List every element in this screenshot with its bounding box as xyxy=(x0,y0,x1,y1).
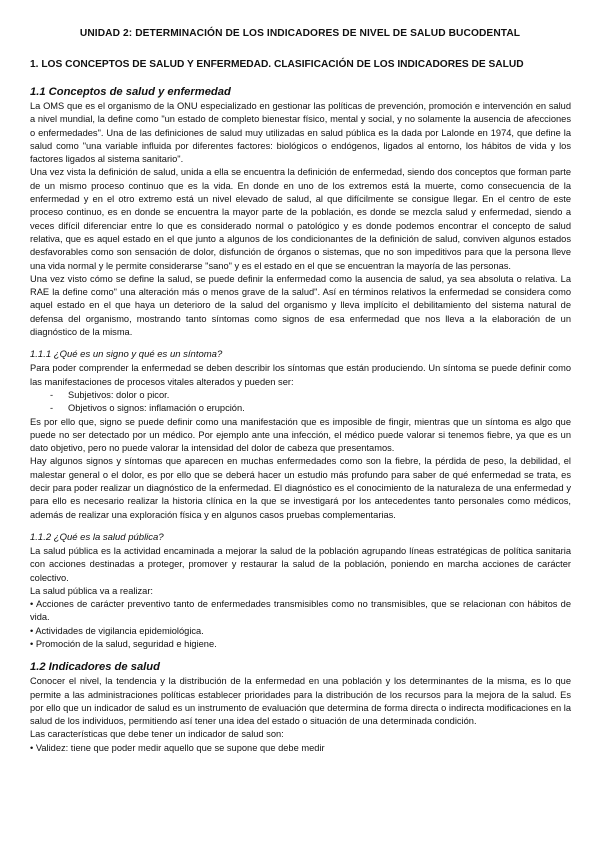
section-1-2-heading: 1.2 Indicadores de salud xyxy=(30,661,160,674)
indicator-characteristics-list xyxy=(30,742,571,755)
paragraph: Para poder comprender la enfermedad se deben describir los síntomas que están produciendo. Un síntoma se puede definir como las manifestaciones de procesos vitales alterados y pueden ser: xyxy=(30,363,571,387)
section-1-heading: 1. LOS CONCEPTOS DE SALUD Y ENFERMEDAD. CLASIFICACIÓN DE LOS INDICADORES DE SALUD xyxy=(30,59,524,70)
section-1-1-1-heading: 1.1.1 ¿Qué es un signo y qué es un síntoma? xyxy=(30,349,223,361)
paragraph: La salud pública va a realizar: xyxy=(30,585,153,596)
paragraph: La OMS que es el organismo de la ONU especializado en gestionar las políticas de prevención, promoción e intervención en salud a nivel mundial, la define como "un estado de completo bienestar físico, mental y social, y no solamente la ausencia de afecciones o enfermedades". Una de las definiciones de salud muy utilizadas en salud pública es la dada por Lalonde en 1974, que define la salud como "una variable influida por diferentes factores: biológicos o endógenos, ligados al entorno, los hábitos de vida y los factores ligados al sistema sanitario". xyxy=(30,101,571,165)
list-item: - Objetivos o signos: inflamación o erupción. xyxy=(50,402,571,415)
list-item: • Actividades de vigilancia epidemiológica. xyxy=(30,625,204,636)
paragraph: Las características que debe tener un indicador de salud son: xyxy=(30,729,284,740)
document-body xyxy=(30,85,571,755)
paragraph: Conocer el nivel, la tendencia y la distribución de la enfermedad en una población y los determinantes de la misma, es lo que permite a las administraciones políticas establecer prioridades para la distribución de los recursos para la mejora de la salud. Es por ello que un indicador de salud es un instrumento de evaluación que determina de forma directa o indirecta modificaciones en la salud de los individuos, permitiendo así tener una idea del estado o situación de una determinada condición. xyxy=(30,676,571,727)
paragraph: La salud pública es la actividad encaminada a mejorar la salud de la población agrupando líneas estratégicas de política sanitaria con acciones destinadas a proteger, promover y restaurar la salud de la población, poniendo en marcha acciones de carácter colectivo. xyxy=(30,545,571,583)
public-health-actions-list xyxy=(30,598,571,651)
list-item: - Subjetivos: dolor o picor. xyxy=(50,389,571,402)
section-1-1-heading: 1.1 Conceptos de salud y enfermedad xyxy=(30,86,231,98)
paragraph: Hay algunos signos y síntomas que aparecen en muchas enfermedades como son la fiebre, la pérdida de peso, la debilidad, el malestar general o el dolor, es por ello que se deberá hacer un estudio más profundo para saber de qué enfermedad se trata, es decir para poder realizar un diagnóstico de la enfermedad. El diagnóstico es el conocimiento de la naturaleza de una enfermedad y para ello es necesario realizar la historia clínica en la que se investigará por los antecedentes tanto personales como médicos, además de realizar una exploración física y en algunos casos pruebas complementarias. xyxy=(30,456,571,520)
list-item: • Validez: tiene que poder medir aquello que se supone que debe medir xyxy=(30,742,325,753)
section-1-1-2-heading: 1.1.2 ¿Qué es la salud pública? xyxy=(30,531,164,543)
list-item: • Promoción de la salud, seguridad e higiene. xyxy=(30,638,217,649)
paragraph: Una vez vista la definición de salud, unida a ella se encuentra la definición de enfermedad, siendo dos conceptos que forman parte de un mismo proceso continuo que es la vida. En donde en uno de los extremos está la muerte, como consecuencia de la enfermedad y en el otro extremo está un nivel elevado de salud, al que difícilmente se consigue llegar. En el centro de este proceso continuo, es en donde se encuentra la mayor parte de la población, es donde se mezcla salud y enfermedad, siendo a veces difícil diferenciar entre lo que es considerado normal o patológico y es donde podemos encontrar el concepto de salud relativa, que es aquel estado en el que junto a algunos de los condicionantes de la definición de salud, conviven algunos estados desfavorables como son sensación de dolor, disfunción de órganos o sistemas, que no son impeditivos para que la persona lleve una vida normal y le permite considerarse "sano" y es el estado en el que se encuentran la mayoría de las personas. xyxy=(30,167,571,271)
symptom-types-list xyxy=(30,389,571,416)
paragraph: Es por ello que, signo se puede definir como una manifestación que es imposible de fingir, mientras que un síntoma es algo que puede no ser detectado por un médico. Por ejemplo ante una infección, el médico puede valorar si tenemos fiebre, ya que es un dato objetivo, pero no puede valorar la intensidad del dolor de cabeza que presentamos. xyxy=(30,416,571,454)
paragraph: Una vez visto cómo se define la salud, se puede definir la enfermedad como la ausencia de salud, ya sea absoluta o relativa. La RAE la define como" una alteración más o menos grave de la salud". Así en términos relativos la enfermedad se considera como aquel estado en el que haya un deterioro de la salud del organismo y lleva implícito el debilitamiento del sistema natural de defensa del organismo, mostrando tanto síntomas como signos de esa enfermedad que nos lleva a la elaboración de un diagnóstico de la misma. xyxy=(30,273,571,338)
list-item: • Acciones de carácter preventivo tanto de enfermedades transmisibles como no transmisibles, que se relacionan con hábitos de vida. xyxy=(30,599,571,623)
document-title: UNIDAD 2: DETERMINACIÓN DE LOS INDICADORES DE NIVEL DE SALUD BUCODENTAL xyxy=(79,28,521,39)
